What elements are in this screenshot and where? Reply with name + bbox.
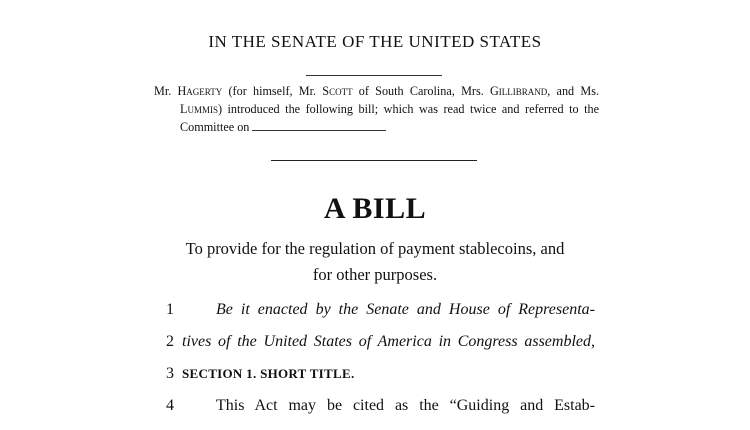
cosponsor-scott: Scott [322, 84, 353, 98]
cosponsor-gillibrand: Gillibrand [489, 84, 548, 98]
chamber-heading: IN THE SENATE OF THE UNITED STATES [208, 32, 542, 51]
intro-divider [271, 160, 477, 161]
line-number: 3 [166, 365, 174, 382]
bill-purpose [0, 236, 750, 288]
intro-text: of South Carolina, Mrs. [352, 84, 490, 98]
bill-line [0, 360, 750, 388]
bill-line [0, 296, 750, 324]
bill-line [0, 328, 750, 356]
line-number: 1 [166, 301, 174, 318]
purpose-line: for other purposes. [312, 265, 438, 284]
sponsor-hagerty: Hagerty [177, 84, 223, 98]
bill-title: A BILL [323, 192, 427, 225]
intro-text: , and Ms. [547, 84, 599, 98]
purpose-line: To provide for the regulation of payment stablecoins, and [185, 239, 565, 258]
line-number: 2 [166, 333, 174, 350]
intro-text: Mr. [154, 84, 178, 98]
line-text: tives of the United States of America in Congress assembled, [182, 333, 595, 350]
line-text: This Act may be cited as the “Guiding and Estab- [216, 397, 595, 414]
section-heading: SECTION 1. SHORT TITLE. [182, 366, 355, 381]
line-number: 4 [166, 397, 174, 414]
intro-text: (for himself, Mr. [222, 84, 323, 98]
committee-blank [252, 120, 386, 131]
intro-text: ) introduced the following bill; which was read twice and referred to the Committee on [180, 102, 599, 134]
introduction-paragraph [154, 82, 599, 136]
cosponsor-lummis: Lummis [180, 102, 218, 116]
line-text: Be it enacted by the Senate and House of Representa- [216, 301, 595, 318]
bill-line [0, 392, 750, 420]
heading-divider [306, 75, 442, 76]
